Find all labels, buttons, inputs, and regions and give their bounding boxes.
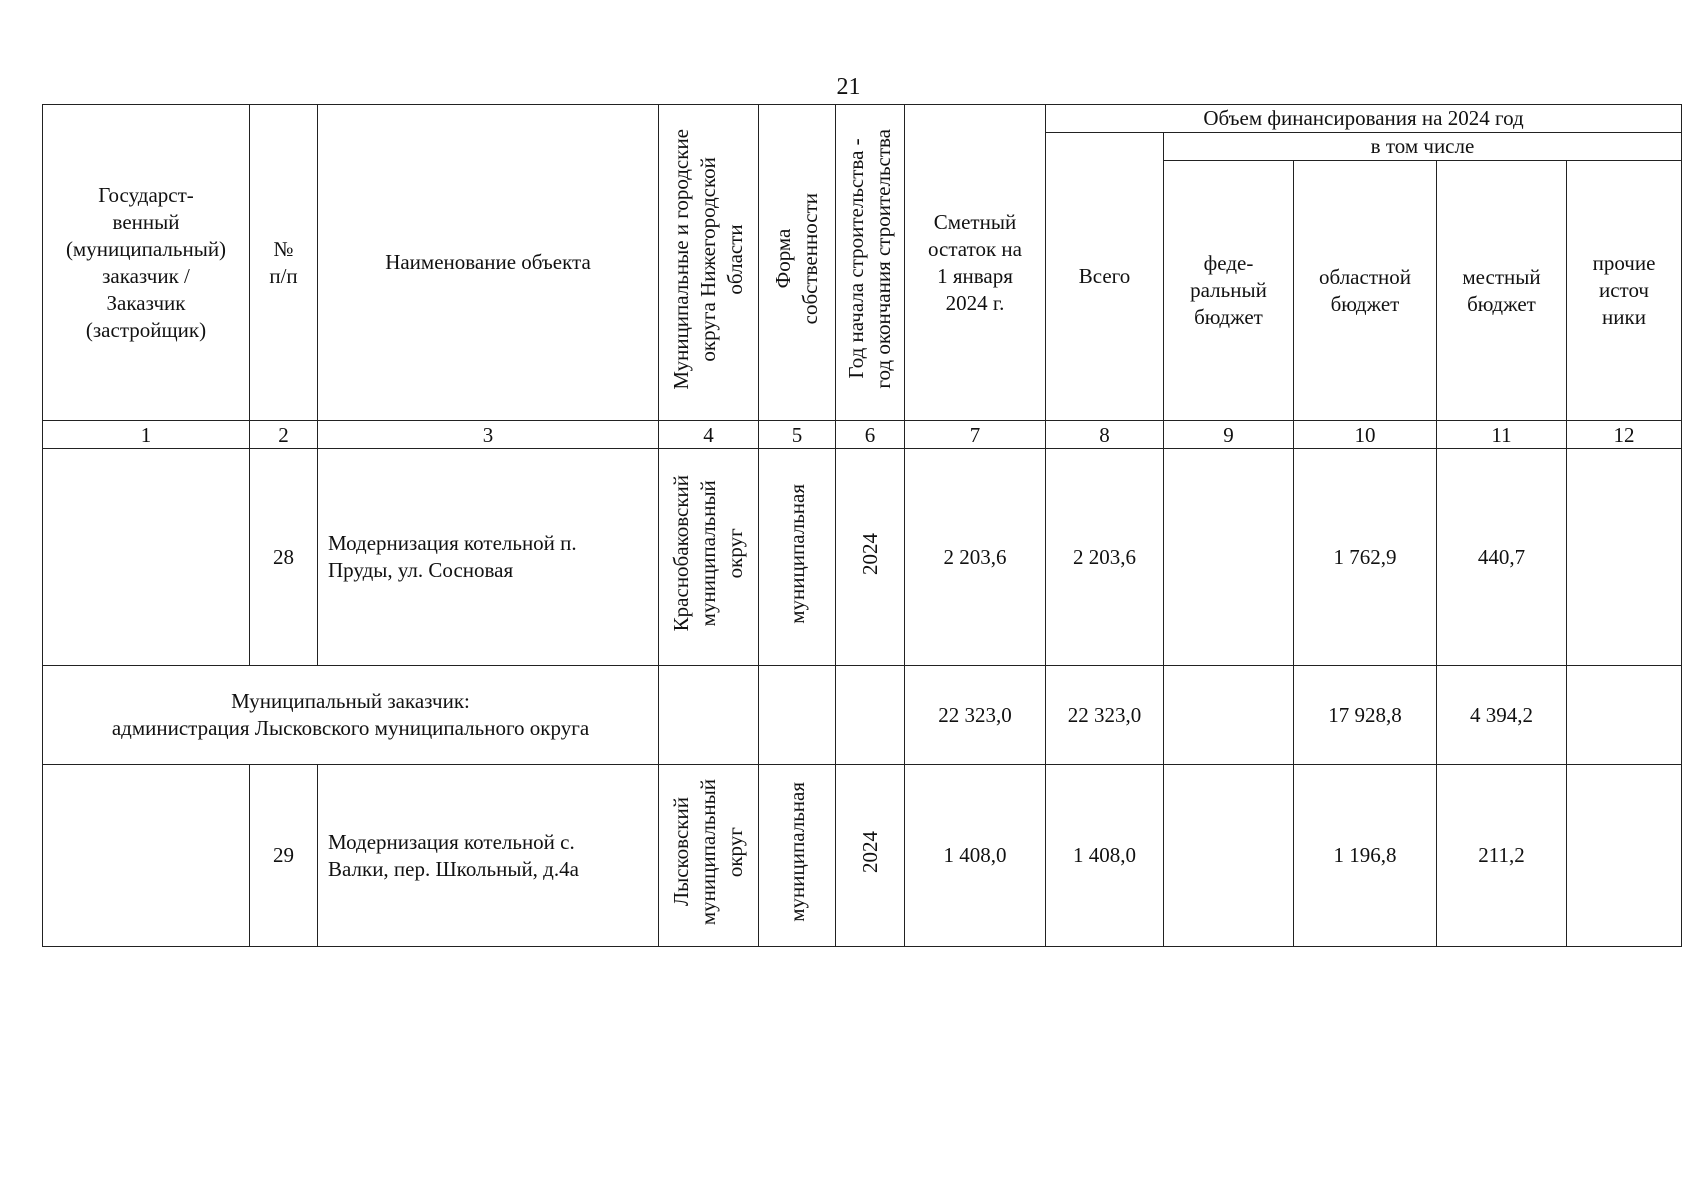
header-federal: феде- ральный бюджет bbox=[1164, 161, 1294, 421]
row-federal bbox=[1164, 449, 1294, 666]
column-number: 6 bbox=[836, 421, 905, 449]
column-number: 5 bbox=[759, 421, 836, 449]
column-number: 7 bbox=[905, 421, 1046, 449]
header-including: в том числе bbox=[1164, 133, 1682, 161]
header-regional: областной бюджет bbox=[1294, 161, 1437, 421]
row-years: 2024 bbox=[857, 532, 882, 575]
group-federal bbox=[1164, 666, 1294, 765]
row-years: 2024 bbox=[857, 831, 882, 873]
row-ownership-cell bbox=[759, 449, 836, 666]
page-number: 21 bbox=[836, 74, 861, 100]
header-total: Всего bbox=[1046, 133, 1164, 421]
header-row-1 bbox=[43, 105, 1682, 133]
row-municipality-cell bbox=[659, 449, 759, 666]
header-funding-title: Объем финансирования на 2024 год bbox=[1046, 105, 1682, 133]
row-object-name: Модернизация котельной с. Валки, пер. Школьный, д.4а bbox=[318, 765, 659, 947]
column-numbers-row bbox=[43, 421, 1682, 449]
table-row bbox=[43, 449, 1682, 666]
row-customer bbox=[43, 765, 250, 947]
row-total: 1 408,0 bbox=[1046, 765, 1164, 947]
empty-cell bbox=[759, 666, 836, 765]
row-number: 29 bbox=[250, 765, 318, 947]
row-local: 440,7 bbox=[1437, 449, 1567, 666]
row-municipality: Лысковский муниципальный округ bbox=[669, 778, 747, 926]
row-object-name: Модернизация котельной п. Пруды, ул. Сосновая bbox=[318, 449, 659, 666]
header-municipality-cell bbox=[659, 105, 759, 421]
column-number: 3 bbox=[318, 421, 659, 449]
header-ownership-cell bbox=[759, 105, 836, 421]
column-number: 1 bbox=[43, 421, 250, 449]
group-local: 4 394,2 bbox=[1437, 666, 1567, 765]
row-number: 28 bbox=[250, 449, 318, 666]
header-municipality: Муниципальные и городские округа Нижегородской области bbox=[669, 128, 747, 390]
header-number: № п/п bbox=[250, 105, 318, 421]
header-estimate: Сметный остаток на 1 января 2024 г. bbox=[905, 105, 1046, 421]
header-object-name: Наименование объекта bbox=[318, 105, 659, 421]
row-ownership-cell bbox=[759, 765, 836, 947]
row-years-cell bbox=[836, 765, 905, 947]
group-other bbox=[1567, 666, 1682, 765]
header-years-cell bbox=[836, 105, 905, 421]
row-years-cell bbox=[836, 449, 905, 666]
header-ownership: Форма собственности bbox=[771, 193, 822, 325]
row-local: 211,2 bbox=[1437, 765, 1567, 947]
row-municipality: Краснобаковский муниципальный округ bbox=[669, 475, 747, 632]
customer-group-name: Муниципальный заказчик: администрация Лысковского муниципального округа bbox=[43, 666, 659, 765]
row-ownership: муниципальная bbox=[784, 483, 809, 624]
column-number: 8 bbox=[1046, 421, 1164, 449]
row-federal bbox=[1164, 765, 1294, 947]
column-number: 12 bbox=[1567, 421, 1682, 449]
row-regional: 1 762,9 bbox=[1294, 449, 1437, 666]
financing-table bbox=[42, 104, 1682, 947]
header-customer: Государст- венный (муниципальный) заказчик / Заказчик (застройщик) bbox=[43, 105, 250, 421]
table-row bbox=[43, 765, 1682, 947]
group-regional: 17 928,8 bbox=[1294, 666, 1437, 765]
column-number: 2 bbox=[250, 421, 318, 449]
column-number: 11 bbox=[1437, 421, 1567, 449]
header-other: прочие источ ники bbox=[1567, 161, 1682, 421]
column-number: 4 bbox=[659, 421, 759, 449]
row-other bbox=[1567, 765, 1682, 947]
row-municipality-cell bbox=[659, 765, 759, 947]
empty-cell bbox=[659, 666, 759, 765]
row-total: 2 203,6 bbox=[1046, 449, 1164, 666]
column-number: 10 bbox=[1294, 421, 1437, 449]
header-years: Год начала строительства - год окончания строительства bbox=[844, 129, 895, 389]
row-customer bbox=[43, 449, 250, 666]
empty-cell bbox=[836, 666, 905, 765]
row-estimate: 2 203,6 bbox=[905, 449, 1046, 666]
group-estimate: 22 323,0 bbox=[905, 666, 1046, 765]
row-ownership: муниципальная bbox=[784, 782, 809, 922]
row-estimate: 1 408,0 bbox=[905, 765, 1046, 947]
column-number: 9 bbox=[1164, 421, 1294, 449]
row-other bbox=[1567, 449, 1682, 666]
row-regional: 1 196,8 bbox=[1294, 765, 1437, 947]
header-local: местный бюджет bbox=[1437, 161, 1567, 421]
customer-group-row bbox=[43, 666, 1682, 765]
group-total: 22 323,0 bbox=[1046, 666, 1164, 765]
